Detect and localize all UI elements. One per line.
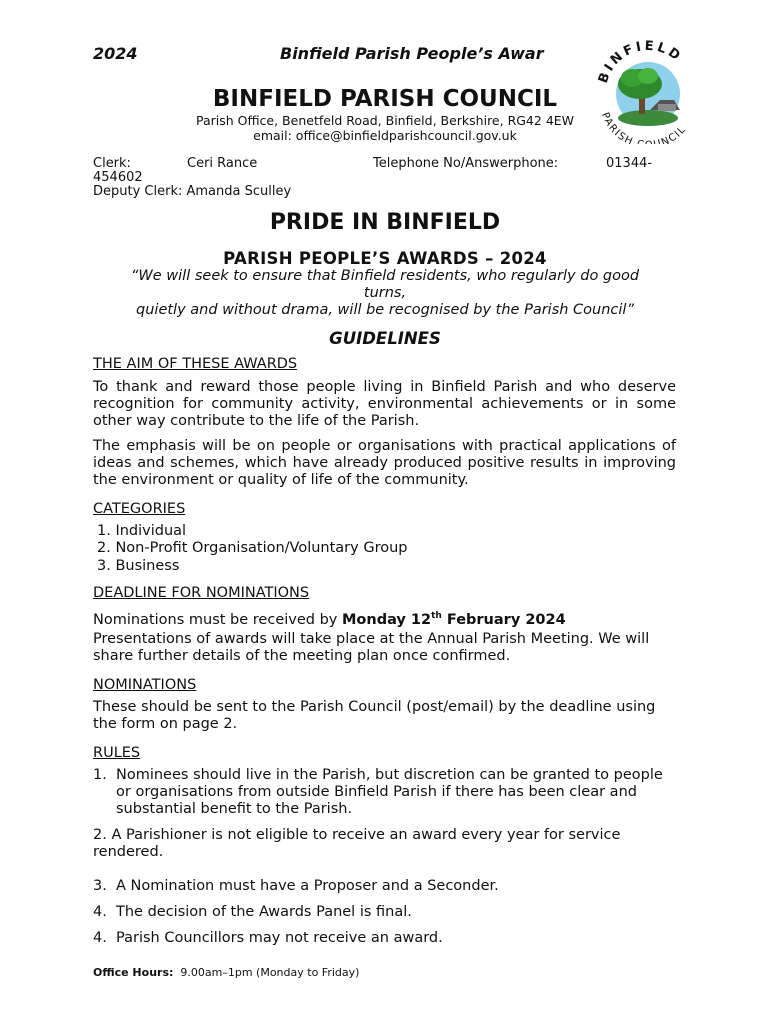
logo-text-bottom: PARISH NCIL bbox=[599, 111, 689, 144]
quote-line-2: turns, bbox=[363, 285, 407, 301]
rule-number: 4. bbox=[93, 904, 107, 920]
council-address: Parish Office, Benetfeld Road, Binfield, Berkshire, RG42 4EW bbox=[195, 113, 575, 128]
category-item: 1. Individual bbox=[97, 523, 187, 539]
quote-line-3: quietly and without drama, will be recognised by the Parish Council” bbox=[136, 302, 634, 318]
category-item: 2. Non-Profit Organisation/Voluntary Group bbox=[97, 540, 408, 556]
rule-number: 1. bbox=[93, 767, 107, 783]
phone-number-part1: 01344- bbox=[606, 156, 653, 171]
header-year: 2024 bbox=[93, 44, 138, 63]
council-email: email: office@binfieldparishcouncil.gov.uk bbox=[253, 128, 517, 143]
mission-quote bbox=[0, 268, 770, 319]
quote-line-1: “We will seek to ensure that Binfield residents, who regularly do good bbox=[130, 268, 640, 284]
rules-heading: RULES bbox=[93, 745, 141, 761]
rule-number: 3. bbox=[93, 878, 107, 894]
rule-text: Parish Councillors may not receive an award. bbox=[116, 930, 443, 946]
page-title: PRIDE IN BINFIELD bbox=[269, 210, 501, 235]
office-hours-label: Office Hours: bbox=[93, 966, 174, 979]
phone-label: Telephone No/Answerphone: bbox=[373, 156, 559, 171]
aim-paragraph-2: The emphasis will be on people or organisations with practical applications of ideas and schemes, which have already produced positive results in improving the environment or quality of life of the community. bbox=[93, 438, 676, 488]
rule-text: The decision of the Awards Panel is final. bbox=[116, 904, 412, 920]
rule-text: A Nomination must have a Proposer and a Seconder. bbox=[116, 878, 499, 894]
clerk-name: Ceri Rance bbox=[187, 156, 258, 171]
rule-item bbox=[93, 904, 676, 921]
deputy-clerk: Deputy Clerk: Amanda Sculley bbox=[93, 184, 292, 199]
rule-item: 2. A Parishioner is not eligible to receive an award every year for service rendered. bbox=[93, 827, 621, 860]
rule-number: 4. bbox=[93, 930, 107, 946]
deadline-lead: Nominations must be received by bbox=[93, 611, 342, 628]
deadline-statement bbox=[93, 608, 676, 629]
presentation-paragraph: Presentations of awards will take place at the Annual Parish Meeting. We will share further details of the meeting plan once confirmed. bbox=[93, 631, 650, 664]
running-title: Binfield Parish People’s Awar bbox=[280, 44, 544, 63]
logo-text-top: BINFIELD bbox=[595, 38, 685, 86]
clerk-label: Clerk: bbox=[93, 156, 131, 171]
council-name: BINFIELD PARISH COUNCIL bbox=[212, 86, 558, 112]
aim-heading: THE AIM OF THESE AWARDS bbox=[93, 356, 298, 372]
phone-number-part2: 454602 bbox=[93, 170, 143, 185]
nominations-paragraph: These should be sent to the Parish Council (post/email) by the deadline using the form on page 2. bbox=[93, 699, 656, 732]
office-hours-value: 9.00am–1pm (Monday to Friday) bbox=[180, 966, 360, 979]
aim-paragraph-1: To thank and reward those people living in Binfield Parish and who deserve recognition for community activity, environmental achievements or in some other way contribute to the life of the Parish. bbox=[93, 379, 676, 429]
rule-item bbox=[93, 930, 676, 947]
category-item: 3. Business bbox=[97, 558, 180, 574]
categories-heading: CATEGORIES bbox=[93, 501, 186, 517]
awards-subtitle: PARISH PEOPLE’S AWARDS – 2024 bbox=[223, 249, 547, 268]
nominations-heading: NOMINATIONS bbox=[93, 677, 197, 693]
deadline-heading: DEADLINE FOR NOMINATIONS bbox=[93, 585, 310, 601]
office-hours bbox=[93, 966, 359, 979]
rule-item bbox=[93, 878, 676, 895]
deadline-date: Monday 12th February 2024 bbox=[341, 611, 566, 628]
guidelines-heading: GUIDELINES bbox=[329, 329, 441, 348]
rule-text: Nominees should live in the Parish, but discretion can be granted to people or organisations from outside Binfield Parish if there has been clear and substantial benefit to the Parish. bbox=[116, 767, 663, 817]
rule-item bbox=[93, 767, 676, 818]
